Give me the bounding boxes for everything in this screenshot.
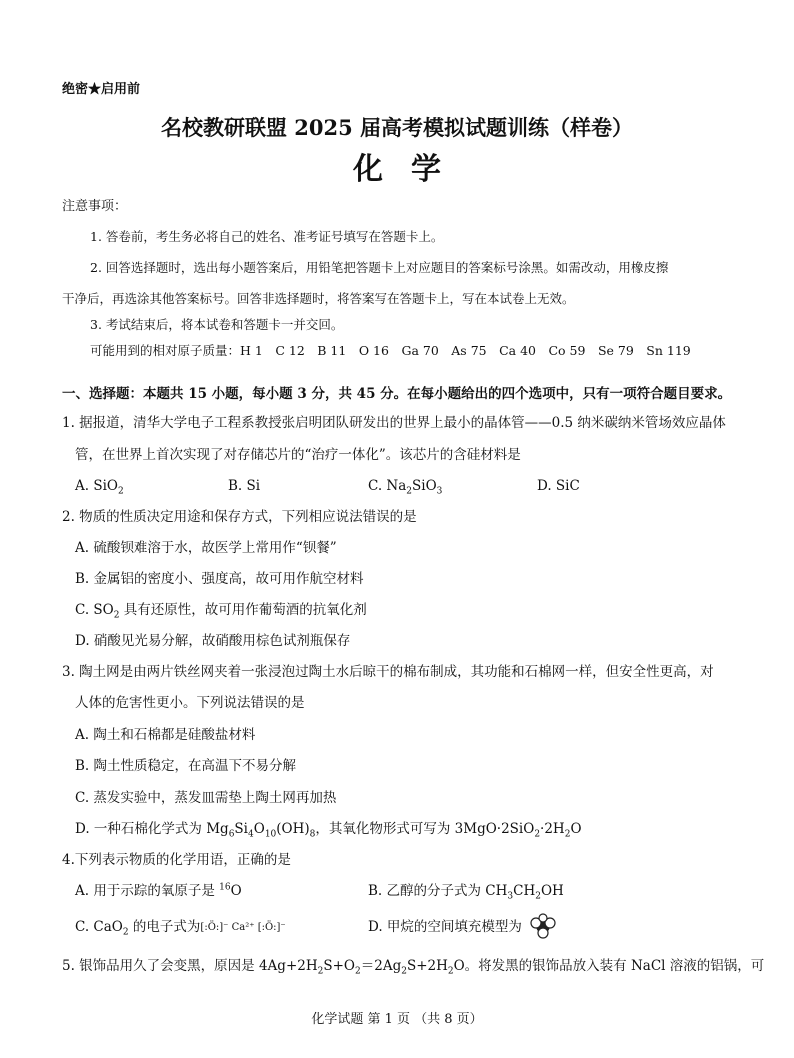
page-footer: 化学试题 第 1 页 （共 8 页） <box>311 1012 483 1027</box>
q2-option-c: C. $SO_2$ 具有还原性，故可用作葡萄酒的抗氧化剂 <box>75 602 367 621</box>
q3-option-d: D. 一种石棉化学式为 $Mg_6Si_4O_{10}(OH)_8$，其氧化物形式可写为 $3MgO\cdot 2SiO_2\cdot 2H_2O$ <box>75 821 582 840</box>
q1-option-c: C. $Na_2SiO_3$ <box>368 478 443 497</box>
notice-title: 注意事项： <box>62 199 128 214</box>
q4-option-a: A. 用于示踪的氧原子是 $^{16}$O <box>75 882 242 899</box>
q3-stem-line-1: 3. 陶土网是由两片铁丝网夹着一张浸泡过陶土水后晾干的棉布制成，其功能和石棉网一样，但安全性更高，对 <box>62 664 714 680</box>
q3-option-a: A. 陶土和石棉都是硅酸盐材料 <box>75 727 256 743</box>
q4-stem: 4.下列表示物质的化学用语，正确的是 <box>62 852 291 868</box>
notice-item-2-cont: 干净后，再选涂其他答案标号。回答非选择题时，将答案写在答题卡上，写在本试卷上无效。 <box>62 291 575 306</box>
q3-option-b: B. 陶土性质稳定，在高温下不易分解 <box>75 758 297 774</box>
q2-stem: 2. 物质的性质决定用途和保存方式，下列相应说法错误的是 <box>62 509 417 525</box>
q1-option-b: B. Si <box>228 478 261 494</box>
q1-stem-line-2: 管，在世界上首次实现了对存储芯片的“治疗一体化”。该芯片的含硅材料是 <box>75 447 521 463</box>
q4-option-d: D. 甲烷的空间填充模型为 <box>368 919 522 935</box>
q1-option-a: A. SiO$_2$ <box>75 478 124 497</box>
subject-title: 化学 <box>353 152 469 187</box>
notice-item-3: 3. 考试结束后，将本试卷和答题卡一并交回。 <box>90 317 344 332</box>
q2-option-a: A. 硫酸钡难溶于水，故医学上常用作“钡餐” <box>75 540 337 556</box>
confidential-mark: 绝密★启用前 <box>62 82 141 97</box>
q1-option-d: D. SiC <box>537 478 580 494</box>
q4-option-c: C. CaO$_2$ 的电子式为[:Ö:]⁻ Ca²⁺ [:Ö:]⁻ <box>75 919 286 938</box>
section-heading: 一、选择题：本题共 15 小题，每小题 3 分，共 45 分。在每小题给出的四个选项中，只有一项符合题目要求。 <box>62 386 732 402</box>
notice-item-1: 1. 答卷前，考生务必将自己的姓名、准考证号填写在答题卡上。 <box>90 229 444 244</box>
methane-space-filling-model-icon <box>530 913 556 939</box>
q4-option-b: B. 乙醇的分子式为 $CH_3CH_2OH$ <box>368 883 564 902</box>
q2-option-b: B. 金属铝的密度小、强度高，故可用作航空材料 <box>75 571 364 587</box>
atomic-masses: 可能用到的相对原子质量：H 1 C 12 B 11 O 16 Ga 70 As 75 Ca 40 Co 59 Se 79 Sn 119 <box>90 343 691 358</box>
q1-stem-line-1: 1. 据报道，清华大学电子工程系教授张启明团队研发出的世界上最小的晶体管——0.5 纳米碳纳米管场效应晶体 <box>62 415 726 431</box>
q3-option-c: C. 蒸发实验中，蒸发皿需垫上陶土网再加热 <box>75 790 337 806</box>
q3-stem-line-2: 人体的危害性更小。下列说法错误的是 <box>75 695 305 711</box>
exam-title: 名校教研联盟 2025 届高考模拟试题训练（样卷） <box>160 115 634 140</box>
q5-stem: 5. 银饰品用久了会变黑，原因是 $4Ag+2H_2S+O_2=2Ag_2S+2H_2O$。将发黑的银饰品放入装有 NaCl 溶液的铝锅，可 <box>62 958 765 977</box>
q2-option-d: D. 硝酸见光易分解，故硝酸用棕色试剂瓶保存 <box>75 633 351 649</box>
notice-item-2: 2. 回答选择题时，选出每小题答案后，用铅笔把答题卡上对应题目的答案标号涂黑。如需改动，用橡皮擦 <box>90 260 669 275</box>
cao2-electron-formula: [:Ö:]⁻ Ca²⁺ [:Ö:]⁻ <box>200 921 286 933</box>
